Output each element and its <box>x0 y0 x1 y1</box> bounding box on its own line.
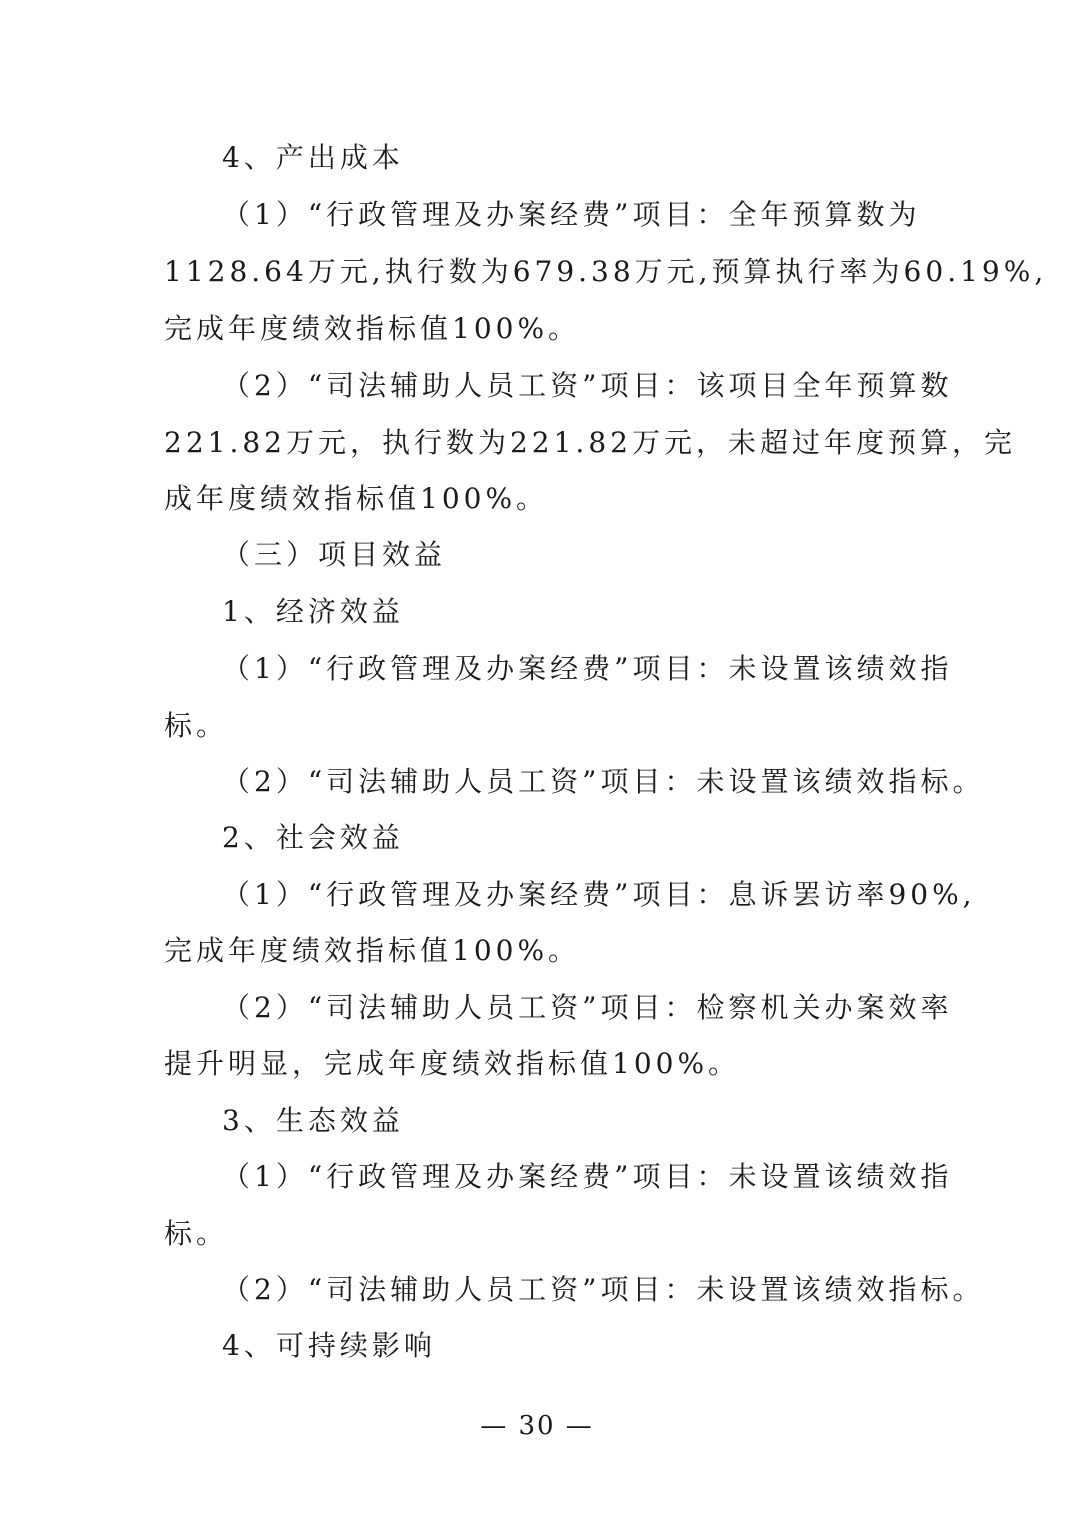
heading-social-benefits: 2、社会效益 <box>222 821 404 854</box>
page-number: — 30 — <box>480 1411 594 1441</box>
paragraph-line: 1128.64万元,执行数为679.38万元,预算执行率为60.19%, <box>164 255 1048 288</box>
heading-output-cost: 4、产出成本 <box>222 141 404 174</box>
heading-sustainable-impact: 4、可持续影响 <box>222 1329 436 1362</box>
paragraph-line: 标。 <box>164 709 229 742</box>
paragraph-line: （2）“司法辅助人员工资”项目：该项目全年预算数 <box>222 369 953 402</box>
paragraph-line: 221.82万元，执行数为221.82万元，未超过年度预算，完 <box>164 426 1016 459</box>
heading-ecological-benefits: 3、生态效益 <box>222 1104 404 1137</box>
paragraph-line: 完成年度绩效指标值100%。 <box>164 312 581 345</box>
paragraph-line: （2）“司法辅助人员工资”项目：检察机关办案效率 <box>222 991 953 1024</box>
paragraph-line: （1）“行政管理及办案经费”项目：未设置该绩效指 <box>222 1160 953 1193</box>
heading-project-benefits: （三）项目效益 <box>222 538 447 571</box>
paragraph-line: （1）“行政管理及办案经费”项目：全年预算数为 <box>222 198 921 231</box>
paragraph-line: 标。 <box>164 1217 229 1250</box>
paragraph-line: （1）“行政管理及办案经费”项目：未设置该绩效指 <box>222 652 953 685</box>
paragraph-line: （2）“司法辅助人员工资”项目：未设置该绩效指标。 <box>222 1273 985 1306</box>
paragraph-line: （2）“司法辅助人员工资”项目：未设置该绩效指标。 <box>222 765 985 798</box>
paragraph-line: 提升明显，完成年度绩效指标值100%。 <box>164 1047 741 1080</box>
paragraph-line: （1）“行政管理及办案经费”项目：息诉罢访率90%, <box>222 878 976 911</box>
heading-economic-benefits: 1、经济效益 <box>222 595 404 628</box>
paragraph-line: 成年度绩效指标值100%。 <box>164 482 549 515</box>
paragraph-line: 完成年度绩效指标值100%。 <box>164 934 581 967</box>
